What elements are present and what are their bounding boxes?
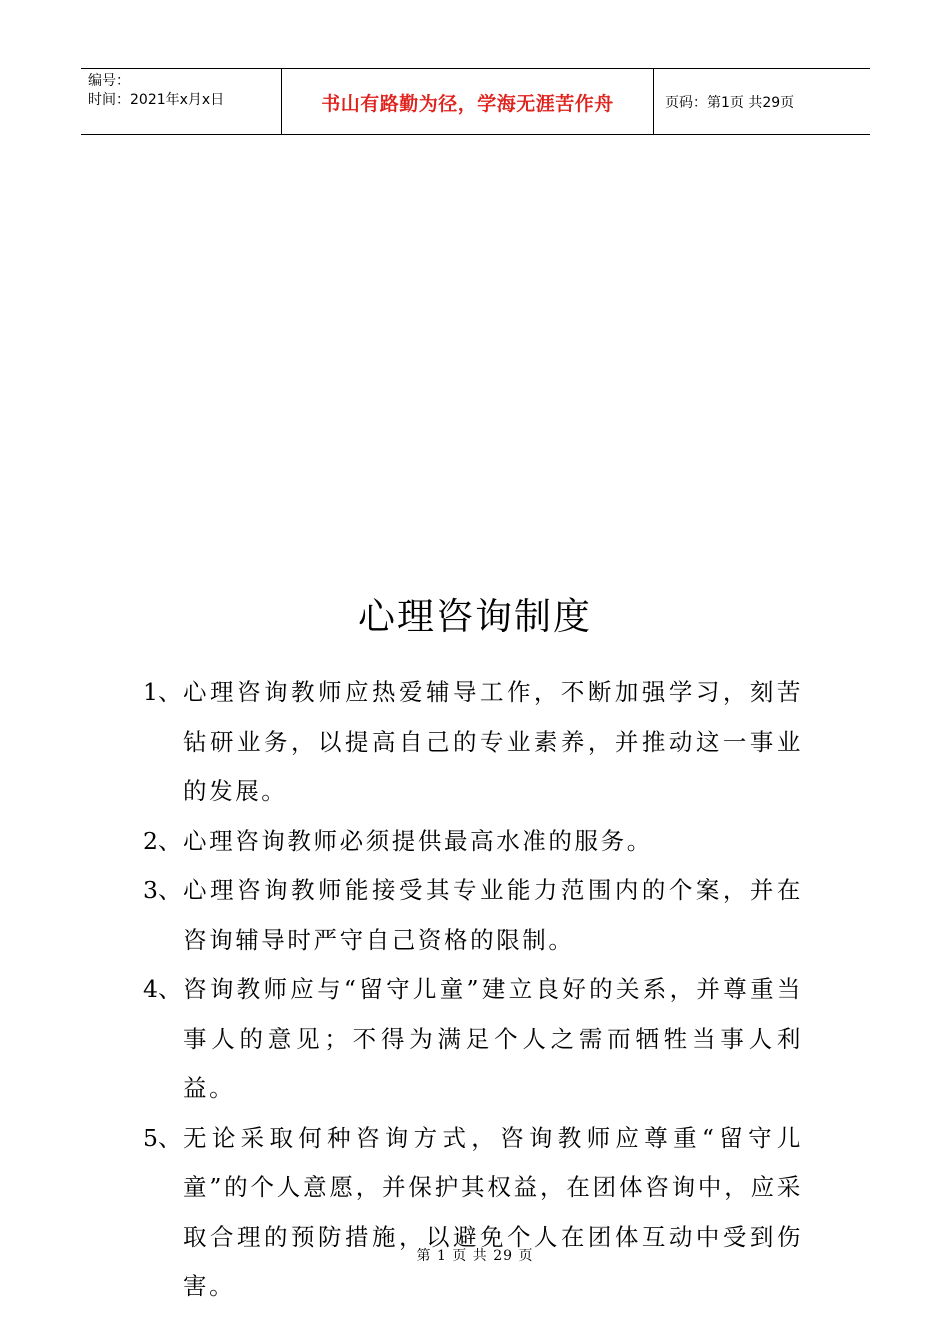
item-number: 4、	[143, 975, 182, 1003]
list-item	[143, 668, 803, 817]
item-number: 5、	[143, 1123, 182, 1152]
list-item	[143, 965, 803, 1114]
item-text: 心理咨询教师必须提供最高水准的服务。	[183, 826, 653, 855]
list-item	[143, 866, 803, 965]
item-text: 心理咨询教师能接受其专业能力范围内的个案，并在咨询辅导时严守自己资格的限制。	[183, 876, 803, 954]
item-text: 咨询教师应与“留守儿童”建立良好的关系，并尊重当事人的意见；不得为满足个人之需而牺牲当事人利益。	[183, 975, 803, 1102]
document-body	[143, 668, 803, 1312]
serial-label: 编号：	[88, 73, 130, 89]
item-number: 2、	[143, 826, 182, 855]
item-text: 无论采取何种咨询方式，咨询教师应尊重“留守儿童”的个人意愿，并保护其权益，在团体咨询中，应采取合理的预防措施，以避免个人在团体互动中受到伤害。	[183, 1123, 803, 1300]
header-motto: 书山有路勤为径，学海无涯苦作舟	[282, 69, 654, 134]
item-number: 1、	[143, 678, 182, 706]
item-number: 3、	[143, 876, 182, 904]
header-meta	[81, 69, 282, 134]
list-item	[143, 1114, 803, 1312]
list-item	[143, 817, 803, 867]
header-page-info: 页码：第1页 共29页	[665, 94, 795, 111]
page-header	[81, 68, 870, 135]
item-text: 心理咨询教师应热爱辅导工作，不断加强学习，刻苦钻研业务，以提高自己的专业素养，并推动这一事业的发展。	[183, 678, 803, 805]
page-footer: 第 1 页 共 29 页	[416, 1248, 534, 1264]
document-title: 心理咨询制度	[358, 595, 592, 638]
date-label: 时间：2021年x月x日	[88, 92, 225, 108]
